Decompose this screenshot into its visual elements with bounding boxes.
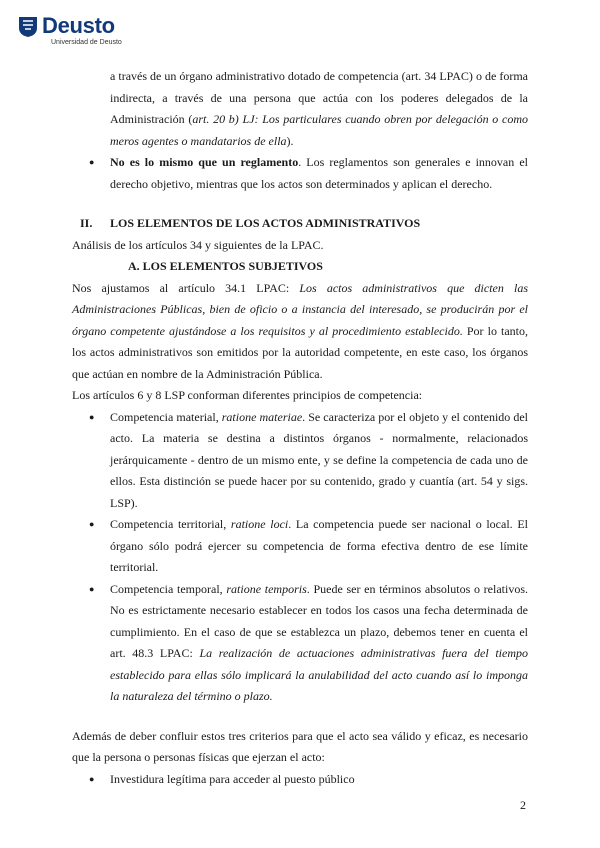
italic-term: ratione materiae xyxy=(221,409,303,424)
text-run: Por lo tanto, los actos administrativos son emitidos por la autoridad competente, en este caso, los órganos que actúan en nombre de la Administración Pública. xyxy=(72,323,529,381)
logo-wordmark: Deusto xyxy=(42,13,115,38)
text-run: Investidura legítima para acceder al puesto público xyxy=(110,771,355,786)
requirements-paragraph: Además de deber confluir estos tres criterios para que el acto sea válido y eficaz, es necesario que la persona o personas físicas que ejerzan el acto: xyxy=(72,728,528,764)
italic-quote: art. 20 b) LJ: Los particulares cuando obren por delegación o como meros agentes o mandatarios de ella xyxy=(110,112,528,148)
page-number: 2 xyxy=(520,798,526,812)
text-run: a través de un órgano administrativo dotado de competencia (art. 34 LPAC) o de forma indirecta, a través de una persona que actúa con los poderes delegados de la Administración ( xyxy=(110,69,528,126)
logo-tagline: Universidad de Deusto xyxy=(51,39,122,46)
text-run: ). xyxy=(286,133,294,148)
section-title: LOS ELEMENTOS DE LOS ACTOS ADMINISTRATIVOS xyxy=(110,216,421,230)
analysis-paragraph: Análisis de los artículos 34 y siguientes de la LPAC. xyxy=(72,237,324,252)
section-number: II. xyxy=(80,216,93,230)
text-run: Competencia material, xyxy=(110,409,222,424)
list-item xyxy=(72,579,528,708)
section-heading xyxy=(72,213,528,235)
continuation-paragraph xyxy=(110,66,528,152)
list-item xyxy=(72,407,528,515)
text-run: Competencia temporal, xyxy=(110,581,227,596)
list-item xyxy=(72,514,528,579)
principles-paragraph: Los artículos 6 y 8 LSP conforman diferentes principios de competencia: xyxy=(72,388,423,402)
bullet-icon: ● xyxy=(89,411,95,422)
italic-term: ratione loci xyxy=(230,517,289,531)
bullet-icon: ● xyxy=(89,157,95,167)
italic-quote: La realización de actuaciones administrativas fuera del tiempo establecido para ellas sólo implicará la anulabilidad del acto cuando así lo imponga la naturaleza del término o plazo. xyxy=(110,646,528,703)
deusto-shield-icon xyxy=(18,16,38,38)
list-item xyxy=(72,769,528,791)
list-item xyxy=(72,152,528,195)
text-run: . Se caracteriza por el objeto y el contenido del acto. La materia se destina a distintos órganos - normalmente, relacionados jerárquicamente - dentro de un mismo ente, y se define la competencia de cada uno de ellos. Esta distinción se puede hacer por su contenido, grado y cuantía (art. 54 y sigs. LSP). xyxy=(110,409,529,510)
document-body xyxy=(72,66,528,790)
text-run: Competencia territorial, xyxy=(110,517,231,531)
text-run: . Puede ser en términos absolutos o relativos. No es estrictamente necesario establecer en todos los casos una fecha determinada de cumplimiento. En el caso de que se establezca un plazo, debemos tener en cuenta el art. 48.3 LPAC: xyxy=(110,581,528,660)
bullet-list xyxy=(72,152,528,195)
italic-quote: Los actos administrativos que dicten las Administraciones Públicas, bien de oficio o a instancia del interesado, se producirán por el órgano competente ajustándose a los requisitos y al procedimiento establecido. xyxy=(72,280,529,338)
bullet-icon: ● xyxy=(89,519,95,529)
article-paragraph xyxy=(72,278,528,386)
competence-list xyxy=(72,407,528,708)
text-run: . Los reglamentos son generales e innovan el derecho objetivo, mientras que los actos son determinados y aplican el derecho. xyxy=(110,155,528,191)
bullet-icon: ● xyxy=(89,583,95,594)
text-run: Nos ajustamos al artículo 34.1 LPAC: xyxy=(72,280,300,295)
deusto-logo xyxy=(18,14,128,50)
text-run: . La competencia puede ser nacional o local. El órgano sólo podrá ejercer su competencia de forma efectiva dentro de ese límite territorial. xyxy=(110,517,528,574)
bold-text: No es lo mismo que un reglamento xyxy=(110,155,299,169)
italic-term: ratione temporis xyxy=(226,581,307,596)
requirements-list xyxy=(72,769,528,791)
bullet-icon: ● xyxy=(89,773,95,784)
subsection-heading: A. LOS ELEMENTOS SUBJETIVOS xyxy=(128,259,323,273)
